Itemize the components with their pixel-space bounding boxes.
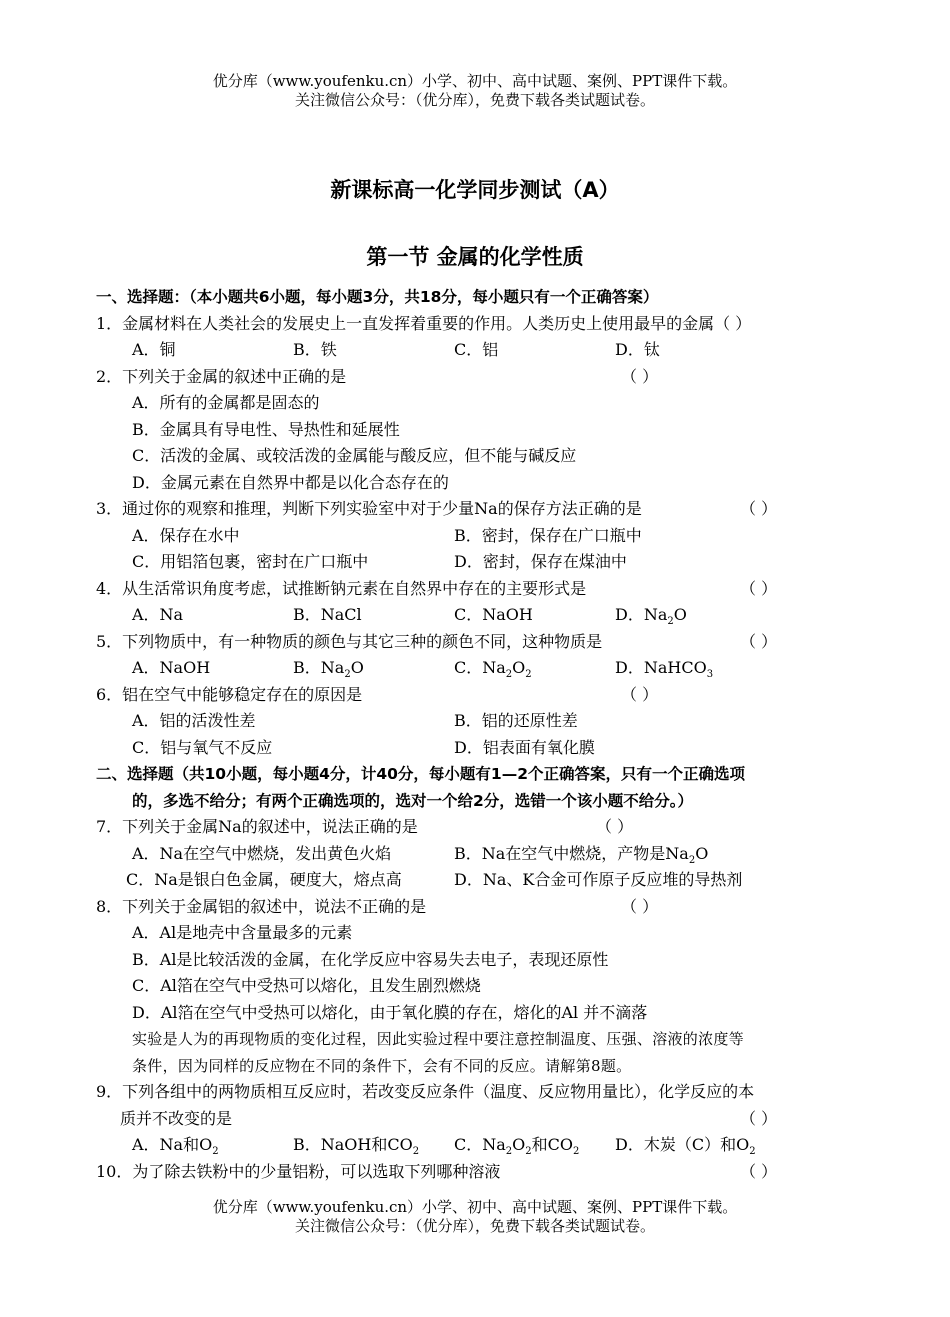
- formula-subscript: 2: [505, 669, 513, 681]
- question-stem-text: 10．为了除去铁粉中的少量铝粉，可以选取下列哪种溶液: [96, 1161, 501, 1181]
- question-stem-text: 2．下列关于金属的叙述中正确的是: [96, 366, 347, 386]
- question-2-option-d: D．金属元素在自然界中都是以化合态存在的: [132, 472, 449, 492]
- option-d: D．钛: [615, 340, 660, 359]
- formula-subscript: 2: [667, 616, 674, 628]
- formula-subscript: 2: [525, 1146, 532, 1158]
- formula-part: D．Na: [615, 605, 668, 624]
- question-3-options-row2: [96, 549, 856, 576]
- question-5-stem: [96, 629, 856, 656]
- question-2-option-c: C．活泼的金属、或较活泼的金属能与酸反应，但不能与碱反应: [132, 446, 577, 465]
- header-line-1: 优分库（www.youfenku.cn）小学、初中、高中试题、案例、PPT课件下载。: [212, 72, 738, 90]
- formula-subscript: 2: [505, 1146, 513, 1158]
- question-8-option-c: C．Al箔在空气中受热可以熔化，且发生剧烈燃烧: [132, 976, 481, 995]
- section-1-heading: 一、选择题：（本小题共6小题，每小题3分，共18分，每小题只有一个正确答案）: [96, 288, 659, 306]
- note-line-1: 实验是人为的再现物质的变化过程，因此实验过程中要注意控制温度、压强、溶液的浓度等: [132, 1030, 745, 1048]
- option-c: [454, 1132, 579, 1159]
- option-d: [615, 655, 713, 682]
- formula-part: O: [695, 843, 709, 863]
- answer-paren: （ ）: [740, 631, 778, 651]
- option-c: C．用铝箔包裹，密封在广口瓶中: [132, 552, 369, 571]
- answer-paren: （ ）: [740, 1108, 778, 1128]
- formula-subscript: 2: [749, 1146, 756, 1158]
- note-line-2: 条件，因为同样的反应物在不同的条件下，会有不同的反应。请解第8题。: [132, 1056, 632, 1075]
- formula-part: O: [512, 1135, 526, 1154]
- answer-paren: （ ）: [740, 578, 778, 598]
- question-8-stem: [96, 894, 856, 921]
- answer-paren: （ ）: [621, 366, 659, 386]
- formula-subscript: 2: [212, 1146, 219, 1158]
- footer-line-2: 关注微信公众号：（优分库），免费下载各类试题试卷。: [294, 1217, 655, 1235]
- formula-part: O: [350, 658, 364, 677]
- formula-part: O: [673, 605, 687, 624]
- answer-paren: （ ）: [740, 499, 778, 518]
- question-3-options-row1: [96, 523, 856, 550]
- formula-part: C．Na: [454, 658, 506, 677]
- formula-part: D．NaHCO: [615, 658, 707, 677]
- formula-subscript: 2: [344, 669, 351, 681]
- formula-part: 和CO: [531, 1135, 574, 1154]
- page-header: [0, 72, 950, 110]
- option-b: [293, 1132, 419, 1159]
- section-2-heading-line-1: 二、选择题（共10小题，每小题4分，计40分，每小题有1—2个正确答案，只有一个正确选项: [96, 765, 745, 783]
- question-stem-text: 8．下列关于金属铝的叙述中，说法不正确的是: [96, 896, 427, 916]
- formula-part: O: [512, 658, 526, 677]
- question-stem-text: 质并不改变的是: [120, 1108, 233, 1128]
- formula-part: B．NaOH和CO: [293, 1135, 413, 1154]
- question-2-option-b: B．金属具有导电性、导热性和延展性: [132, 419, 400, 439]
- formula-part: B．Na: [293, 658, 345, 677]
- option-a: A．Na在空气中燃烧，发出黄色火焰: [132, 843, 392, 863]
- page-footer: [0, 1198, 950, 1236]
- option-a: A．Na: [132, 605, 184, 624]
- question-stem-text: 3．通过你的观察和推理，判断下列实验室中对于少量Na的保存方法正确的是: [96, 499, 642, 518]
- option-c: [454, 655, 532, 682]
- formula-part: B．Na在空气中燃烧，产物是Na: [454, 843, 689, 863]
- question-10-stem: [96, 1159, 856, 1186]
- answer-paren: （ ）: [596, 817, 634, 836]
- option-d: [615, 1132, 756, 1159]
- option-b: B．铝的还原性差: [454, 711, 578, 730]
- question-stem-text: 6．铝在空气中能够稳定存在的原因是: [96, 684, 363, 704]
- question-4-options: [96, 602, 856, 629]
- question-stem-text: 4．从生活常识角度考虑，试推断钠元素在自然界中存在的主要形式是: [96, 578, 587, 598]
- answer-paren: （ ）: [621, 684, 659, 704]
- question-stem-text: 7．下列关于金属Na的叙述中，说法正确的是: [96, 817, 418, 836]
- question-5-options: [96, 655, 856, 682]
- option-b: B．NaCl: [293, 605, 362, 624]
- option-a: A．铜: [132, 340, 176, 359]
- question-6-stem: [96, 682, 856, 709]
- formula-part: A．Na和O: [132, 1135, 213, 1154]
- question-7-options-row1: [96, 841, 856, 868]
- option-a: A．保存在水中: [132, 525, 240, 545]
- question-9-stem-line-1: 9．下列各组中的两物质相互反应时，若改变反应条件（温度、反应物用量比），化学反应的本: [96, 1082, 755, 1101]
- option-c: C．NaOH: [454, 605, 533, 624]
- option-b: B．铁: [293, 340, 337, 359]
- question-6-options-row2: [96, 735, 856, 762]
- exam-content: [96, 284, 856, 1185]
- option-b: B．密封，保存在广口瓶中: [454, 525, 642, 545]
- option-d: D．Na、K合金可作原子反应堆的导热剂: [454, 870, 743, 889]
- option-d: D．铝表面有氧化膜: [454, 737, 595, 757]
- question-8-option-b: B．Al是比较活泼的金属，在化学反应中容易失去电子，表现还原性: [132, 949, 609, 969]
- question-6-options-row1: [96, 708, 856, 735]
- option-a: [132, 1132, 219, 1159]
- page-title: 新课标高一化学同步测试（A）: [330, 178, 620, 202]
- option-c: C．铝与氧气不反应: [132, 737, 273, 757]
- question-3-stem: [96, 496, 856, 523]
- header-line-2: 关注微信公众号：（优分库），免费下载各类试题试卷。: [294, 91, 655, 109]
- formula-subscript: 2: [573, 1146, 580, 1158]
- option-d: D．密封，保存在煤油中: [454, 552, 627, 571]
- question-1-options: [96, 337, 856, 364]
- question-9-options: [96, 1132, 856, 1159]
- page-subtitle: 第一节 金属的化学性质: [366, 245, 584, 269]
- question-stem-text: 5．下列物质中，有一种物质的颜色与其它三种的颜色不同，这种物质是: [96, 631, 603, 651]
- formula-part: C．Na: [454, 1135, 506, 1154]
- formula-subscript: 2: [412, 1146, 420, 1158]
- question-8-option-d: D．Al箔在空气中受热可以熔化，由于氧化膜的存在，熔化的Al 并不滴落: [132, 1002, 648, 1022]
- question-2-option-a: A．所有的金属都是固态的: [132, 393, 320, 412]
- option-a: A．铝的活泼性差: [132, 711, 256, 730]
- option-b: [293, 655, 364, 682]
- option-c: C．铝: [454, 340, 499, 359]
- answer-paren: （ ）: [740, 1161, 778, 1181]
- question-4-stem: [96, 576, 856, 603]
- section-2-heading-line-2: 的，多选不给分；有两个正确选项的，选对一个给2分，选错一个该小题不给分。）: [132, 791, 694, 810]
- option-a: A．NaOH: [132, 658, 211, 677]
- formula-subscript: 3: [706, 669, 714, 681]
- option-d: [615, 602, 687, 629]
- footer-line-1: 优分库（www.youfenku.cn）小学、初中、高中试题、案例、PPT课件下载。: [212, 1198, 738, 1216]
- formula-subscript: 2: [688, 854, 696, 866]
- question-8-option-a: A．Al是地壳中含量最多的元素: [132, 923, 353, 942]
- question-7-options-row2: [96, 867, 856, 894]
- question-2-stem: [96, 364, 856, 391]
- formula-subscript: 2: [525, 669, 532, 681]
- question-7-stem: [96, 814, 856, 841]
- answer-paren: （ ）: [621, 896, 659, 916]
- question-9-stem-line-2: [96, 1106, 856, 1133]
- option-c: C．Na是银白色金属，硬度大，熔点高: [126, 870, 402, 889]
- formula-part: D．木炭（C）和O: [615, 1135, 750, 1154]
- question-1-stem: 1．金属材料在人类社会的发展史上一直发挥着重要的作用。人类历史上使用最早的金属（ ）: [96, 313, 752, 333]
- option-b: [454, 841, 708, 868]
